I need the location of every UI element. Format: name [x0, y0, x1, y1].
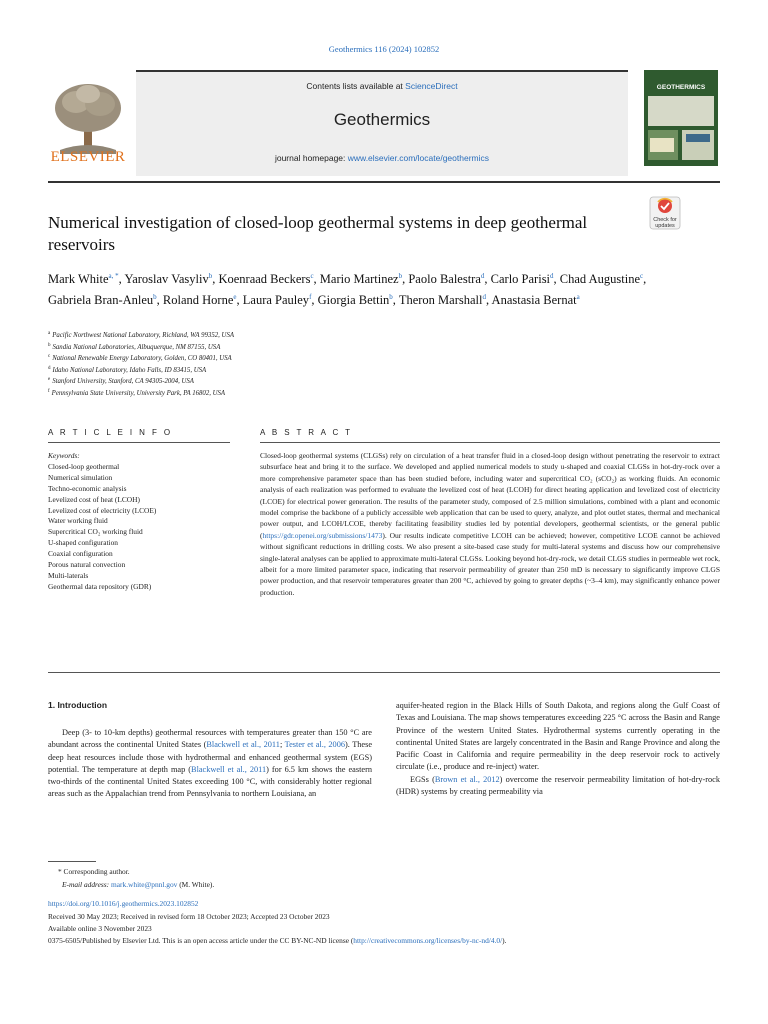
affiliation-item: $^f$ Pennsylvania State University, University Park, PA 16802, USA [48, 388, 226, 397]
affiliation-marker[interactable]: b [398, 272, 403, 280]
header-divider [48, 181, 720, 183]
affiliation-marker[interactable]: a, * [108, 272, 119, 280]
footnote-divider [48, 861, 96, 862]
citation-link[interactable]: Brown et al., 2012 [434, 774, 500, 784]
keyword-item: Closed-loop geothermal [48, 461, 120, 471]
right-column-text: aquifer-heated region in the Black Hills of South Dakota, and regions along the Gulf Coast of Texas and Louisiana. The map shows temperatures exceeding 225 °C across the Basin and Range Province of the western United States. Hydrothermal systems currently operating in the continental United States are largely concentrated in the Basin and Range Province and along the Pacific Coast in California and require permeability in the deep reservoir rock to actively circulate (i.e., produce and re-inject) water. EGSs (Brown et al., 2012) overcome the reservoir permeability limitation of hot-dry-rock (HDR) systems by creating permeability via [396, 701, 720, 797]
keyword-item: Multi-laterals [48, 570, 89, 580]
affiliation-marker[interactable]: d [550, 272, 554, 280]
affiliation-marker[interactable]: c [310, 272, 314, 280]
article-title: Numerical investigation of closed-loop geothermal systems in deep geothermal reservoirs [48, 213, 588, 254]
affiliation-marker[interactable]: b [153, 292, 157, 301]
journal-name: Geothermics [333, 110, 431, 129]
journal-homepage-link[interactable]: www.elsevier.com/locate/geothermics [347, 153, 490, 163]
doi-link[interactable]: https://doi.org/10.1016/j.geothermics.2023.102852 [48, 899, 199, 908]
keyword-item: Levelized cost of heat (LCOH) [48, 494, 140, 504]
affiliation-marker[interactable]: e [233, 292, 237, 301]
keyword-item: Numerical simulation [48, 472, 113, 482]
received-dates: Received 30 May 2023; Received in revised form 18 October 2023; Accepted 23 October 2023 [48, 912, 330, 921]
keyword-item: Levelized cost of electricity (LCOE) [48, 505, 157, 515]
keyword-item: U-shaped configuration [48, 538, 118, 548]
available-online: Available online 3 November 2023 [48, 924, 152, 933]
author-name[interactable]: Mario Martinez$^b$, [319, 272, 409, 286]
left-column-text: Deep (3- to 10-km depths) geothermal resources with temperatures greater than 150 °C are abundant across the continental United States (Blackwell et al., 2011; Tester et al., 2006). These deep heat resources include those with hydrothermal and enhanced geothermal system (EGS) potential. The temperature at depth map (Blackwell et al., 2011) for 6.5 km shows the eastern two-thirds of the continental United States exceeding 100 °C, with considerably hotter regional areas such as the Appalachian trend from Pennsylvania to northern Louisiana, an [48, 728, 373, 799]
author-name[interactable]: Carlo Parisi$^d$, [490, 272, 560, 286]
masthead [136, 70, 628, 176]
license-link[interactable]: http://creativecommons.org/licenses/by-nc-nd/4.0/ [353, 936, 503, 945]
affiliation-item: $^d$ Idaho National Laboratory, Idaho Falls, ID 83415, USA [48, 365, 207, 374]
keyword-list [48, 451, 228, 593]
affiliation-marker[interactable]: a [576, 292, 580, 301]
email-note: E-mail address: mark.white@pnnl.gov (M. White). [62, 880, 215, 889]
article-info-rule [48, 442, 230, 443]
author-name[interactable]: Roland Horne$^e$, [162, 292, 243, 307]
affiliation-marker[interactable]: d [480, 272, 485, 280]
affiliation-item: $^e$ Stanford University, Stanford, CA 94305-2004, USA [48, 377, 194, 386]
check-for-updates-label[interactable]: Check for updates [653, 217, 677, 229]
author-name[interactable]: Anastasia Bernat$^a$ [491, 292, 580, 307]
affiliation-marker[interactable]: f [309, 292, 312, 301]
affiliation-item: $^a$ Pacific Northwest National Laboratory, Richland, WA 99352, USA [48, 331, 235, 339]
corresponding-author-note: * Corresponding author. [58, 867, 130, 876]
sciencedirect-link[interactable]: ScienceDirect [405, 81, 458, 91]
journal-reference-link[interactable]: Geothermics 116 (2024) 102852 [328, 44, 440, 54]
journal-cover-image [644, 70, 718, 166]
affiliation-marker[interactable]: b [208, 272, 213, 280]
introduction-heading: 1. Introduction [48, 700, 108, 710]
affiliation-item: $^c$ National Renewable Energy Laboratory, Golden, CO 80401, USA [48, 354, 232, 363]
affiliation-marker[interactable]: d [482, 292, 486, 301]
author-name[interactable]: Gabriela Bran-Anleu$^b$, [48, 292, 163, 307]
author-name[interactable]: Giorgia Bettin$^b$, [317, 292, 399, 307]
cover-title: GEOTHERMICS [656, 84, 706, 91]
author-name[interactable]: Koenraad Beckers$^c$, [218, 272, 320, 286]
license-line: 0375-6505/Published by Elsevier Ltd. This is an open access article under the CC BY-NC-ND license (http://creativecommons.org/licenses/by-nc-nd/4.0/). [48, 936, 507, 945]
keyword-item: Coaxial configuration [48, 549, 113, 559]
gdr-submission-link[interactable]: https://gdr.openei.org/submissions/1473 [262, 530, 383, 540]
affiliation-item: $^b$ Sandia National Laboratories, Albuquerque, NM 87155, USA [48, 342, 221, 351]
journal-header [48, 70, 720, 174]
abstract-heading: A B S T R A C T [260, 428, 353, 437]
author-name[interactable]: Mark White$^{a, *}$, [48, 272, 125, 286]
article-info-heading: A R T I C L E I N F O [48, 428, 173, 437]
author-name[interactable]: Yaroslav Vasyliv$^b$, [124, 272, 219, 286]
elsevier-wordmark: ELSEVIER [50, 149, 126, 165]
citation-link[interactable]: Blackwell et al., 2011 [206, 740, 280, 750]
abstract-rule [260, 442, 720, 443]
citation-link[interactable]: Blackwell et al., 2011 [191, 764, 267, 774]
asterisk-mark: * [58, 867, 64, 876]
keyword-item: Techno-economic analysis [48, 483, 127, 493]
homepage-line: journal homepage: www.elsevier.com/locate/geothermics [274, 153, 490, 163]
affiliation-marker[interactable]: b [389, 292, 393, 301]
keyword-item: Porous natural convection [48, 560, 126, 570]
author-email-link[interactable]: mark.white@pnnl.gov [111, 880, 178, 889]
affiliation-marker[interactable]: c [640, 272, 644, 280]
keyword-item: Geothermal data repository (GDR) [48, 581, 152, 591]
keywords-heading: Keywords: [48, 451, 80, 460]
author-list [48, 268, 668, 309]
abstract-text: Closed-loop geothermal systems (CLGSs) rely on circulation of a heat transfer fluid in a closed-loop design without penetrating the reservoir to extract subsurface heat and bring it to the surface. We developed and applied numerical models to study u-shaped and coaxial CLGSs in hot-dry-rock over a more comprehensive parameter space than has been studied before, including water and supercritical CO₂ (sCO₂) as working fluids. An economic analysis of each realization was performed to evaluate the levelized cost of heat (LCOH) for direct heating application and levelized cost of electricity (LCOE) for electrical power generation. The results of the parameter study, composed of 2.5 million simulations, combined with a plant and economic model comprise the backbone of a publicly accessible web application that can be used to query, analyze, and plot outlet states, thermal and mechanical power output, and LCOH/LCOE, thereby facilitating feasibility studies led by potential developers, geothermal scientists, or the general public (https://gdr.openei.org/submissions/1473). Our results indicate competitive LCOH can be achieved; however, competitive LCOE cannot be achieved without significant reductions in drilling costs. We also present a site-based case study for multi-lateral systems and discuss how our comprehensive single-lateral analyses can be applied to approximate multi-lateral CLGSs. Looking beyond hot-dry-rock, we detail CLGS studies in permeable wet rock, albeit for a more limited parameter space, indicating that reservoir permeability of greater than 250 mD is necessary to significantly improve CLGS power production, and that reservoir temperatures greater than 200 °C, achieved by going to greater depths (~3–4 km), may significantly enhance power production. [260, 451, 720, 597]
keyword-item: Water working fluid [48, 516, 108, 526]
abstract-bottom-rule [48, 672, 720, 673]
keyword-item: Supercritical CO₂ working fluid [48, 527, 143, 537]
author-name[interactable]: Theron Marshall$^d$, [398, 292, 492, 307]
author-name[interactable]: Chad Augustine$^c$, [559, 272, 647, 286]
affiliation-list [48, 329, 668, 399]
citation-link[interactable]: Tester et al., 2006 [284, 740, 345, 750]
author-name[interactable]: Paolo Balestra$^d$, [408, 272, 491, 286]
contents-line: Contents lists available at ScienceDirect [306, 81, 458, 91]
author-name[interactable]: Laura Pauley$^f$, [242, 292, 318, 307]
